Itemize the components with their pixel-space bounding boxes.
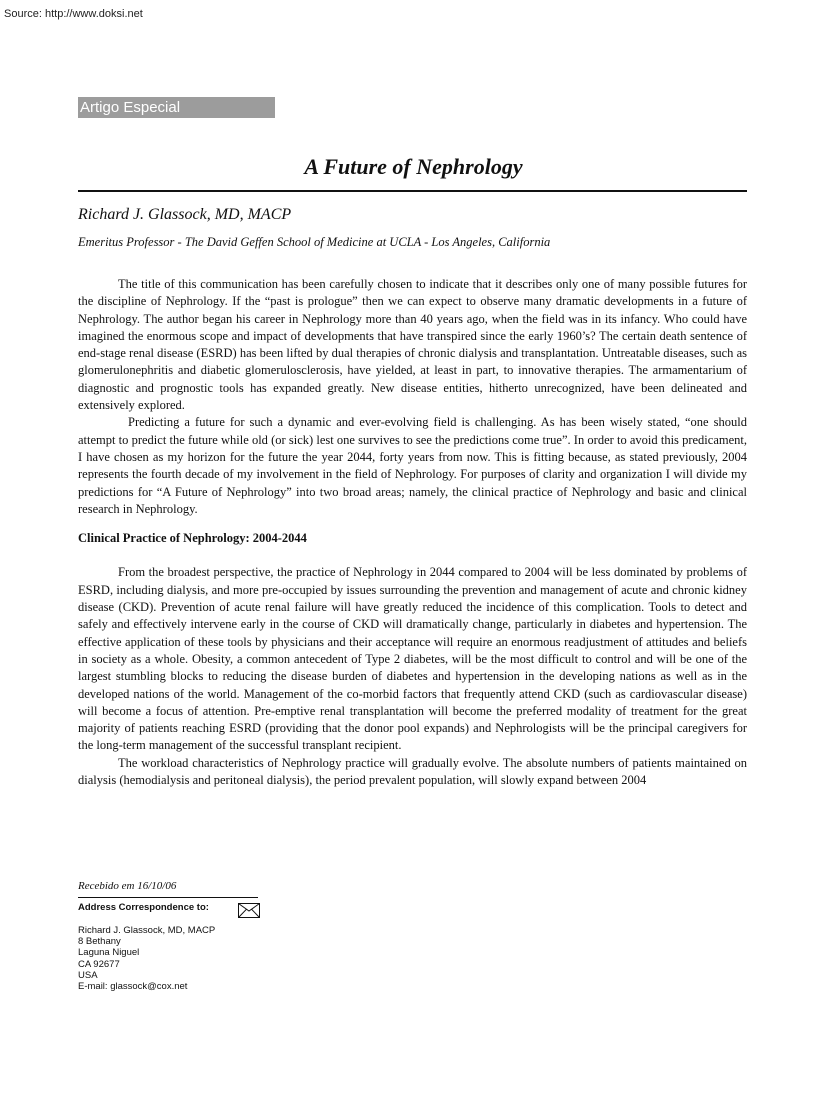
address-line: 8 Bethany bbox=[78, 936, 121, 948]
section-tag: Artigo Especial bbox=[78, 97, 275, 118]
article-title: A Future of Nephrology bbox=[304, 154, 523, 179]
author-affiliation: Emeritus Professor - The David Geffen School of Medicine at UCLA - Los Angeles, California bbox=[78, 235, 551, 249]
address-line: Laguna Niguel bbox=[78, 947, 140, 959]
correspondence-heading: Address Correspondence to: bbox=[78, 902, 209, 913]
received-date: Recebido em 16/10/06 bbox=[78, 880, 177, 892]
source-url: Source: http://www.doksi.net bbox=[4, 8, 143, 20]
author-name: Richard J. Glassock, MD, MACP bbox=[78, 206, 292, 223]
correspondence-address bbox=[78, 925, 215, 992]
envelope-icon bbox=[238, 903, 260, 918]
address-line: USA bbox=[78, 969, 98, 981]
body-paragraph: Predicting a future for such a dynamic and ever-evolving field is challenging. As has been wisely stated, “one should attempt to predict the future while old (or sick) lest one survives to see the predictions come true”. In order to avoid this predicament, I have chosen as my horizon for the future the year 2044, forty years from now. This is fitting because, as stated previously, 2004 represents the fourth decade of my involvement in the field of Nephrology. For purposes of clarity and organization I will divide my predictions for “A Future of Nephrology” into two broad areas; namely, the clinical practice of Nephrology and basic and clinical research in Nephrology. bbox=[78, 415, 747, 516]
address-line: Richard J. Glassock, MD, MACP bbox=[78, 925, 216, 936]
email-link[interactable]: E-mail: glassock@cox.net bbox=[78, 981, 188, 993]
body-paragraph: From the broadest perspective, the practice of Nephrology in 2044 compared to 2004 will be less dominated by problems of ESRD, including dialysis, and more pre-occupied by issues surrounding the prevention and management of acute and chronic kidney disease (CKD). Prevention of acute renal failure will have greatly reduced the incidence of this complication. Tools to detect and safely and effectively intervene early in the course of CKD will dramatically change, particularly in diabetes and hypertension. The effective application of these tools by physicians and their acceptance will require an enormous readjustment of attitudes and beliefs in society as a whole. Obesity, a common antecedent of Type 2 diabetes, will be the most difficult to control and will be one of the largest stumbling blocks to reducing the disease burden of diabetes and hypertension in the developing nations as well as in the developed nations of the world. Management of the co-morbid factors that frequently attend CKD (such as cardiovascular disease) will become a focus of attention. Pre-emptive renal transplantation will become the preferred modality of treatment for the great majority of patients reaching ESRD (providing that the donor pool expands) and Nephrologists will be the principal caregivers for the long-term management of the successful transplant recipient. bbox=[78, 565, 747, 753]
footer-divider bbox=[78, 897, 258, 898]
body-paragraph: The workload characteristics of Nephrology practice will gradually evolve. The absolute numbers of patients maintained on dialysis (hemodialysis and peritoneal dialysis), the period prevalent population, will slowly expand between 2004 bbox=[78, 755, 747, 788]
address-line: CA 92677 bbox=[78, 958, 120, 970]
body-paragraph: The title of this communication has been carefully chosen to indicate that it describes only one of many possible futures for the discipline of Nephrology. If the “past is prologue” then we can expect to observe many dramatic developments in a future of Nephrology. The author began his career in Nephrology more than 40 years ago, when the field was in its infancy. Who could have imagined the enormous scope and impact of developments that have transpired since the early 1960’s? The certain death sentence of end-stage renal disease (ESRD) has been lifted by dual therapies of chronic dialysis and transplantation. Untreatable diseases, such as glomerulonephritis and diabetic glomerulosclerosis, have yielded, at least in part, to innovative therapies. The armamentarium of diagnostic and prognostic tools has expanded greatly. New disease entities, hitherto unrecognized, have been delineated and extensively explored. bbox=[78, 277, 747, 413]
article-body bbox=[78, 276, 747, 789]
section-heading: Clinical Practice of Nephrology: 2004-2044 bbox=[78, 531, 307, 546]
title-divider bbox=[78, 190, 747, 192]
